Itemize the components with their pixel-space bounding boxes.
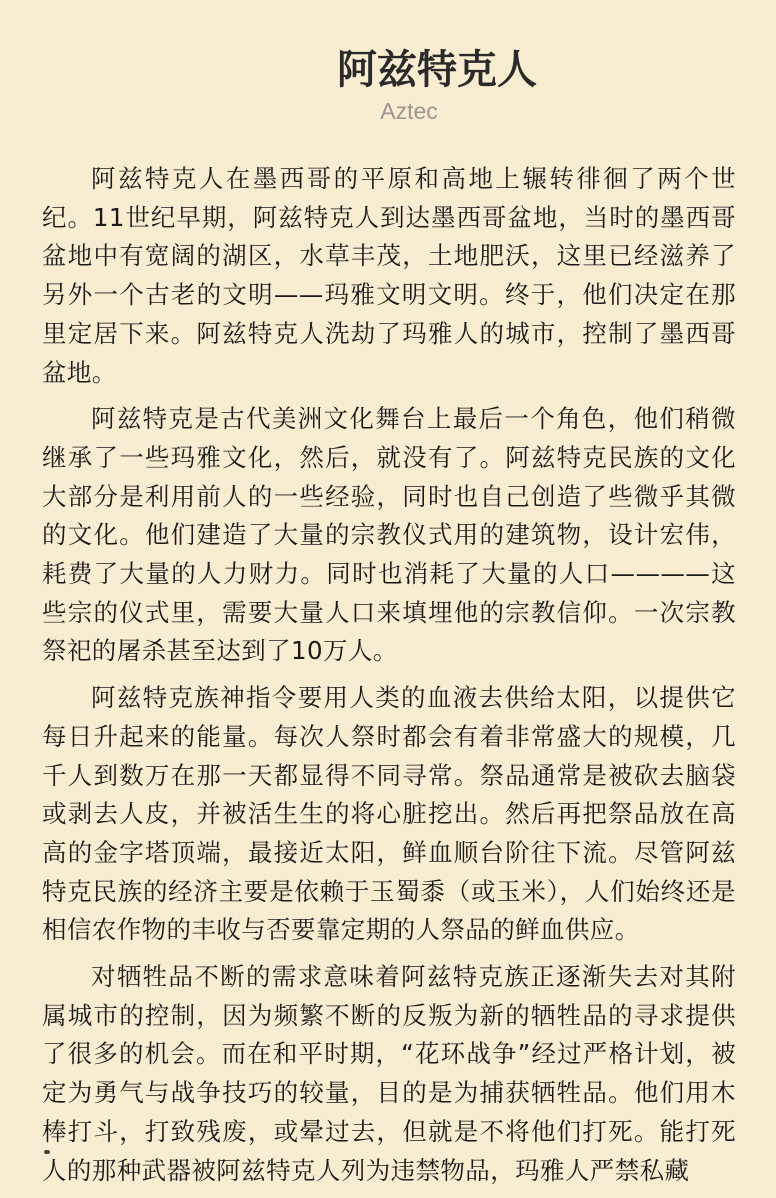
paragraph-3: 阿兹特克族神指令要用人类的血液去供给太阳，以提供它每日升起来的能量。每次人祭时都会有着非常盛大的规模，几千人到数万在那一天都显得不同寻常。祭品通常是被砍去脑袋或剥去人皮，并被活生生的将心脏挖出。然后再把祭品放在高高的金字塔顶端，最接近太阳，鲜血顺台阶往下流。尽管阿兹特克民族的经济主要是依赖于玉蜀黍（或玉米），人们始终还是相信农作物的丰收与否要靠定期的人祭品的鲜血供应。 bbox=[42, 683, 736, 945]
paragraph-2: 阿兹特克是古代美洲文化舞台上最后一个角色，他们稍微继承了一些玛雅文化，然后，就没有了。阿兹特克民族的文化大部分是利用前人的一些经验，同时也自己创造了些微乎其微的文化。他们建造了大量的宗教仪式用的建筑物，设计宏伟，耗费了大量的人力财力。同时也消耗了大量的人口————这些宗的仪式里，需要大量人口来填埋他的宗教信仰。一次宗教祭祀的屠杀甚至达到了10万人。 bbox=[42, 404, 736, 666]
article-subtitle: Aztec bbox=[380, 98, 438, 124]
cut-off-text-fragment bbox=[44, 1150, 50, 1154]
article-title: 阿兹特克人 bbox=[337, 47, 537, 93]
paragraph-4: 对牺牲品不断的需求意味着阿兹特克族正逐渐失去对其附属城市的控制，因为频繁不断的反叛为新的牺牲品的寻求提供了很多的机会。而在和平时期，“花环战争”经过严格计划，被定为勇气与战争技巧的较量，目的是为捕获牺牲品。他们用木棒打斗，打致残废，或晕过去，但就是不将他们打死。能打死人的那种武器被阿兹特克人列为违禁物品，玛雅人严禁私藏 bbox=[42, 962, 736, 1185]
article-body bbox=[42, 160, 736, 1198]
paragraph-1: 阿兹特克人在墨西哥的平原和高地上辗转徘徊了两个世纪。11世纪早期，阿兹特克人到达墨西哥盆地，当时的墨西哥盆地中有宽阔的湖区，水草丰茂，土地肥沃，这里已经滋养了另外一个古老的文明——玛雅文明文明。终于，他们决定在那里定居下来。阿兹特克人洗劫了玛雅人的城市，控制了墨西哥盆地。 bbox=[42, 164, 736, 387]
